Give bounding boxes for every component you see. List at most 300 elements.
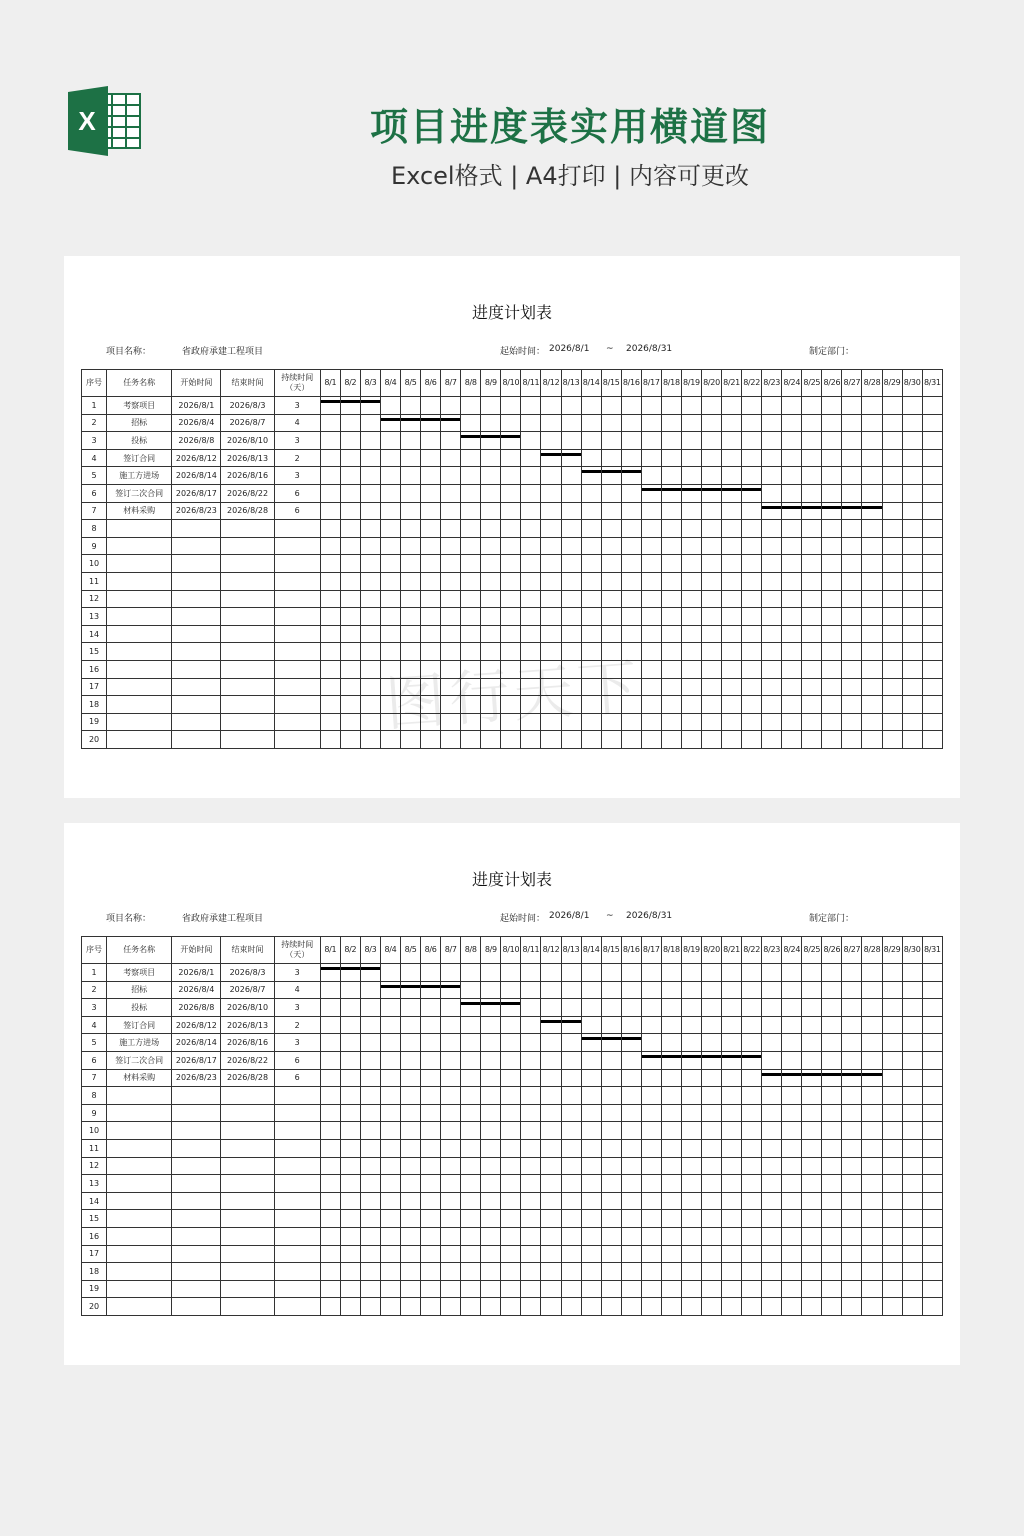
gantt-cell[interactable] xyxy=(822,432,842,450)
gantt-cell[interactable] xyxy=(601,1227,621,1245)
gantt-cell[interactable] xyxy=(762,1087,782,1105)
gantt-cell[interactable] xyxy=(561,625,581,643)
gantt-cell[interactable] xyxy=(681,432,701,450)
gantt-cell[interactable] xyxy=(641,1245,661,1263)
gantt-cell[interactable] xyxy=(902,1051,922,1069)
gantt-cell[interactable] xyxy=(742,1034,762,1052)
gantt-cell[interactable] xyxy=(822,964,842,982)
gantt-bar-segment[interactable] xyxy=(421,414,441,432)
gantt-cell[interactable] xyxy=(541,1087,561,1105)
gantt-cell[interactable] xyxy=(521,1227,541,1245)
gantt-cell[interactable] xyxy=(380,1122,400,1140)
gantt-cell[interactable] xyxy=(701,1245,721,1263)
gantt-cell[interactable] xyxy=(822,590,842,608)
gantt-cell[interactable] xyxy=(501,1087,521,1105)
gantt-cell[interactable] xyxy=(782,1280,802,1298)
gantt-cell[interactable] xyxy=(581,1192,601,1210)
task-end[interactable]: 2026/8/22 xyxy=(221,1051,274,1069)
gantt-cell[interactable] xyxy=(401,1298,421,1316)
gantt-cell[interactable] xyxy=(621,1280,641,1298)
gantt-cell[interactable] xyxy=(360,1157,380,1175)
gantt-cell[interactable] xyxy=(461,467,481,485)
gantt-cell[interactable] xyxy=(842,1245,862,1263)
gantt-cell[interactable] xyxy=(380,1280,400,1298)
gantt-cell[interactable] xyxy=(742,1087,762,1105)
gantt-cell[interactable] xyxy=(661,502,681,520)
task-duration[interactable]: 6 xyxy=(274,502,320,520)
gantt-cell[interactable] xyxy=(421,625,441,643)
gantt-cell[interactable] xyxy=(842,964,862,982)
gantt-cell[interactable] xyxy=(862,467,882,485)
gantt-cell[interactable] xyxy=(882,964,902,982)
gantt-cell[interactable] xyxy=(401,964,421,982)
task-field[interactable] xyxy=(107,608,172,626)
gantt-cell[interactable] xyxy=(461,397,481,415)
gantt-cell[interactable] xyxy=(742,964,762,982)
gantt-cell[interactable] xyxy=(481,590,501,608)
gantt-cell[interactable] xyxy=(320,537,340,555)
gantt-cell[interactable] xyxy=(722,625,742,643)
gantt-cell[interactable] xyxy=(782,696,802,714)
gantt-cell[interactable] xyxy=(902,1263,922,1281)
gantt-cell[interactable] xyxy=(802,484,822,502)
gantt-cell[interactable] xyxy=(521,1139,541,1157)
gantt-cell[interactable] xyxy=(842,537,862,555)
task-name[interactable]: 签订合同 xyxy=(107,449,172,467)
gantt-bar-segment[interactable] xyxy=(681,1051,701,1069)
gantt-cell[interactable] xyxy=(360,572,380,590)
gantt-cell[interactable] xyxy=(742,731,762,749)
gantt-cell[interactable] xyxy=(360,1139,380,1157)
gantt-cell[interactable] xyxy=(601,1087,621,1105)
gantt-bar-segment[interactable] xyxy=(601,1034,621,1052)
gantt-bar-segment[interactable] xyxy=(441,414,461,432)
gantt-bar-segment[interactable] xyxy=(541,449,561,467)
gantt-cell[interactable] xyxy=(782,467,802,485)
gantt-cell[interactable] xyxy=(802,1034,822,1052)
gantt-cell[interactable] xyxy=(360,555,380,573)
task-field[interactable] xyxy=(221,1245,274,1263)
gantt-cell[interactable] xyxy=(802,1192,822,1210)
gantt-cell[interactable] xyxy=(621,537,641,555)
task-field[interactable] xyxy=(107,1087,172,1105)
task-start[interactable]: 2026/8/14 xyxy=(172,1034,221,1052)
gantt-cell[interactable] xyxy=(842,713,862,731)
gantt-cell[interactable] xyxy=(701,502,721,520)
task-field[interactable] xyxy=(221,1227,274,1245)
gantt-cell[interactable] xyxy=(681,1263,701,1281)
gantt-cell[interactable] xyxy=(641,502,661,520)
gantt-cell[interactable] xyxy=(902,1087,922,1105)
gantt-cell[interactable] xyxy=(922,414,942,432)
gantt-bar-segment[interactable] xyxy=(822,502,842,520)
gantt-bar-segment[interactable] xyxy=(722,1051,742,1069)
gantt-cell[interactable] xyxy=(501,397,521,415)
gantt-bar-segment[interactable] xyxy=(782,502,802,520)
task-field[interactable] xyxy=(107,678,172,696)
gantt-bar-segment[interactable] xyxy=(762,502,782,520)
gantt-cell[interactable] xyxy=(661,1245,681,1263)
task-field[interactable] xyxy=(172,572,221,590)
gantt-cell[interactable] xyxy=(842,467,862,485)
gantt-cell[interactable] xyxy=(902,964,922,982)
gantt-cell[interactable] xyxy=(882,1122,902,1140)
gantt-cell[interactable] xyxy=(742,713,762,731)
gantt-cell[interactable] xyxy=(481,1069,501,1087)
gantt-cell[interactable] xyxy=(822,467,842,485)
gantt-cell[interactable] xyxy=(601,590,621,608)
gantt-cell[interactable] xyxy=(340,1051,360,1069)
gantt-cell[interactable] xyxy=(601,484,621,502)
gantt-cell[interactable] xyxy=(902,502,922,520)
gantt-cell[interactable] xyxy=(782,397,802,415)
task-seq[interactable]: 10 xyxy=(82,555,107,573)
gantt-cell[interactable] xyxy=(581,432,601,450)
gantt-cell[interactable] xyxy=(802,1263,822,1281)
gantt-cell[interactable] xyxy=(360,1122,380,1140)
gantt-cell[interactable] xyxy=(541,484,561,502)
task-seq[interactable]: 1 xyxy=(82,964,107,982)
gantt-cell[interactable] xyxy=(501,467,521,485)
gantt-cell[interactable] xyxy=(701,572,721,590)
task-duration[interactable]: 3 xyxy=(274,397,320,415)
gantt-cell[interactable] xyxy=(360,643,380,661)
gantt-cell[interactable] xyxy=(661,678,681,696)
gantt-cell[interactable] xyxy=(822,981,842,999)
gantt-bar-segment[interactable] xyxy=(782,1069,802,1087)
gantt-cell[interactable] xyxy=(762,1051,782,1069)
gantt-cell[interactable] xyxy=(461,1069,481,1087)
gantt-cell[interactable] xyxy=(742,520,762,538)
gantt-cell[interactable] xyxy=(521,731,541,749)
gantt-cell[interactable] xyxy=(501,1034,521,1052)
gantt-bar-segment[interactable] xyxy=(701,1051,721,1069)
gantt-bar-segment[interactable] xyxy=(421,981,441,999)
gantt-cell[interactable] xyxy=(822,572,842,590)
gantt-cell[interactable] xyxy=(641,1122,661,1140)
task-seq[interactable]: 4 xyxy=(82,449,107,467)
gantt-cell[interactable] xyxy=(701,731,721,749)
gantt-cell[interactable] xyxy=(581,1051,601,1069)
gantt-cell[interactable] xyxy=(320,1280,340,1298)
gantt-cell[interactable] xyxy=(902,467,922,485)
gantt-cell[interactable] xyxy=(882,397,902,415)
gantt-cell[interactable] xyxy=(501,1016,521,1034)
task-field[interactable] xyxy=(172,660,221,678)
gantt-cell[interactable] xyxy=(401,502,421,520)
gantt-cell[interactable] xyxy=(621,520,641,538)
gantt-cell[interactable] xyxy=(380,964,400,982)
task-field[interactable] xyxy=(221,1157,274,1175)
gantt-cell[interactable] xyxy=(661,1087,681,1105)
task-field[interactable] xyxy=(107,555,172,573)
gantt-cell[interactable] xyxy=(862,1245,882,1263)
task-field[interactable] xyxy=(274,572,320,590)
gantt-cell[interactable] xyxy=(842,1122,862,1140)
gantt-cell[interactable] xyxy=(742,1298,762,1316)
gantt-cell[interactable] xyxy=(561,1069,581,1087)
gantt-cell[interactable] xyxy=(742,414,762,432)
gantt-cell[interactable] xyxy=(581,537,601,555)
task-seq[interactable]: 6 xyxy=(82,484,107,502)
task-end[interactable]: 2026/8/7 xyxy=(221,414,274,432)
gantt-cell[interactable] xyxy=(922,572,942,590)
gantt-bar-segment[interactable] xyxy=(862,502,882,520)
task-seq[interactable]: 8 xyxy=(82,1087,107,1105)
gantt-cell[interactable] xyxy=(862,555,882,573)
gantt-cell[interactable] xyxy=(882,643,902,661)
gantt-cell[interactable] xyxy=(802,1122,822,1140)
gantt-cell[interactable] xyxy=(581,981,601,999)
gantt-cell[interactable] xyxy=(722,1175,742,1193)
gantt-cell[interactable] xyxy=(581,731,601,749)
gantt-cell[interactable] xyxy=(581,1104,601,1122)
gantt-cell[interactable] xyxy=(641,643,661,661)
task-field[interactable] xyxy=(221,1139,274,1157)
gantt-cell[interactable] xyxy=(621,981,641,999)
gantt-cell[interactable] xyxy=(661,520,681,538)
gantt-cell[interactable] xyxy=(501,502,521,520)
gantt-cell[interactable] xyxy=(581,1245,601,1263)
gantt-cell[interactable] xyxy=(701,432,721,450)
gantt-cell[interactable] xyxy=(722,1069,742,1087)
gantt-cell[interactable] xyxy=(461,625,481,643)
gantt-cell[interactable] xyxy=(722,1192,742,1210)
gantt-cell[interactable] xyxy=(501,1051,521,1069)
gantt-cell[interactable] xyxy=(541,1104,561,1122)
gantt-cell[interactable] xyxy=(461,537,481,555)
gantt-cell[interactable] xyxy=(541,1245,561,1263)
gantt-cell[interactable] xyxy=(862,449,882,467)
task-seq[interactable]: 13 xyxy=(82,1175,107,1193)
gantt-cell[interactable] xyxy=(822,1122,842,1140)
gantt-cell[interactable] xyxy=(581,590,601,608)
gantt-cell[interactable] xyxy=(581,484,601,502)
gantt-cell[interactable] xyxy=(862,1104,882,1122)
gantt-cell[interactable] xyxy=(882,1034,902,1052)
gantt-cell[interactable] xyxy=(340,432,360,450)
gantt-cell[interactable] xyxy=(661,1139,681,1157)
gantt-cell[interactable] xyxy=(722,1298,742,1316)
task-field[interactable] xyxy=(221,1175,274,1193)
gantt-cell[interactable] xyxy=(481,608,501,626)
gantt-cell[interactable] xyxy=(782,643,802,661)
gantt-cell[interactable] xyxy=(802,1157,822,1175)
task-field[interactable] xyxy=(107,520,172,538)
gantt-bar-segment[interactable] xyxy=(360,964,380,982)
gantt-cell[interactable] xyxy=(681,1192,701,1210)
gantt-cell[interactable] xyxy=(902,1157,922,1175)
gantt-cell[interactable] xyxy=(681,520,701,538)
gantt-cell[interactable] xyxy=(782,1263,802,1281)
gantt-cell[interactable] xyxy=(561,1034,581,1052)
gantt-bar-segment[interactable] xyxy=(621,1034,641,1052)
gantt-cell[interactable] xyxy=(521,964,541,982)
gantt-cell[interactable] xyxy=(380,449,400,467)
gantt-cell[interactable] xyxy=(621,1104,641,1122)
gantt-cell[interactable] xyxy=(701,590,721,608)
gantt-cell[interactable] xyxy=(340,1104,360,1122)
gantt-cell[interactable] xyxy=(501,964,521,982)
gantt-bar-segment[interactable] xyxy=(641,1051,661,1069)
gantt-cell[interactable] xyxy=(762,999,782,1017)
gantt-cell[interactable] xyxy=(581,964,601,982)
gantt-cell[interactable] xyxy=(681,1139,701,1157)
gantt-cell[interactable] xyxy=(782,678,802,696)
gantt-cell[interactable] xyxy=(521,520,541,538)
gantt-cell[interactable] xyxy=(882,1069,902,1087)
gantt-cell[interactable] xyxy=(922,731,942,749)
gantt-cell[interactable] xyxy=(360,502,380,520)
gantt-bar-segment[interactable] xyxy=(742,484,762,502)
gantt-cell[interactable] xyxy=(822,1298,842,1316)
gantt-cell[interactable] xyxy=(782,1245,802,1263)
gantt-cell[interactable] xyxy=(641,696,661,714)
gantt-cell[interactable] xyxy=(380,1263,400,1281)
gantt-cell[interactable] xyxy=(641,590,661,608)
task-duration[interactable]: 4 xyxy=(274,414,320,432)
gantt-cell[interactable] xyxy=(581,449,601,467)
gantt-cell[interactable] xyxy=(722,964,742,982)
task-field[interactable] xyxy=(172,696,221,714)
gantt-cell[interactable] xyxy=(862,999,882,1017)
gantt-cell[interactable] xyxy=(842,1087,862,1105)
gantt-cell[interactable] xyxy=(762,713,782,731)
task-seq[interactable]: 12 xyxy=(82,590,107,608)
gantt-cell[interactable] xyxy=(902,1210,922,1228)
gantt-cell[interactable] xyxy=(822,643,842,661)
gantt-cell[interactable] xyxy=(762,484,782,502)
gantt-cell[interactable] xyxy=(360,1087,380,1105)
gantt-cell[interactable] xyxy=(380,1016,400,1034)
gantt-cell[interactable] xyxy=(782,1104,802,1122)
task-field[interactable] xyxy=(274,625,320,643)
task-seq[interactable]: 3 xyxy=(82,432,107,450)
gantt-cell[interactable] xyxy=(922,1175,942,1193)
gantt-cell[interactable] xyxy=(441,1157,461,1175)
task-seq[interactable]: 10 xyxy=(82,1122,107,1140)
gantt-cell[interactable] xyxy=(902,1245,922,1263)
gantt-cell[interactable] xyxy=(481,981,501,999)
gantt-cell[interactable] xyxy=(581,1122,601,1140)
gantt-cell[interactable] xyxy=(481,537,501,555)
gantt-cell[interactable] xyxy=(762,1034,782,1052)
gantt-cell[interactable] xyxy=(621,1016,641,1034)
gantt-cell[interactable] xyxy=(902,572,922,590)
gantt-cell[interactable] xyxy=(902,660,922,678)
gantt-cell[interactable] xyxy=(340,625,360,643)
gantt-cell[interactable] xyxy=(701,713,721,731)
gantt-cell[interactable] xyxy=(902,1227,922,1245)
gantt-cell[interactable] xyxy=(621,414,641,432)
gantt-cell[interactable] xyxy=(320,1245,340,1263)
gantt-cell[interactable] xyxy=(701,1016,721,1034)
gantt-bar-segment[interactable] xyxy=(501,999,521,1017)
gantt-cell[interactable] xyxy=(882,414,902,432)
gantt-cell[interactable] xyxy=(701,964,721,982)
task-seq[interactable]: 2 xyxy=(82,414,107,432)
gantt-cell[interactable] xyxy=(380,1298,400,1316)
gantt-cell[interactable] xyxy=(421,1087,441,1105)
gantt-cell[interactable] xyxy=(601,1069,621,1087)
gantt-cell[interactable] xyxy=(320,467,340,485)
gantt-cell[interactable] xyxy=(561,1245,581,1263)
gantt-cell[interactable] xyxy=(501,555,521,573)
gantt-cell[interactable] xyxy=(340,1245,360,1263)
gantt-cell[interactable] xyxy=(380,502,400,520)
gantt-cell[interactable] xyxy=(521,397,541,415)
gantt-cell[interactable] xyxy=(661,1104,681,1122)
task-seq[interactable]: 9 xyxy=(82,537,107,555)
gantt-bar-segment[interactable] xyxy=(701,484,721,502)
gantt-cell[interactable] xyxy=(621,1263,641,1281)
gantt-cell[interactable] xyxy=(401,1051,421,1069)
gantt-cell[interactable] xyxy=(722,590,742,608)
task-field[interactable] xyxy=(107,643,172,661)
gantt-cell[interactable] xyxy=(922,713,942,731)
gantt-cell[interactable] xyxy=(601,1245,621,1263)
gantt-cell[interactable] xyxy=(661,555,681,573)
task-field[interactable] xyxy=(274,1087,320,1105)
task-field[interactable] xyxy=(221,1280,274,1298)
gantt-cell[interactable] xyxy=(401,1087,421,1105)
gantt-cell[interactable] xyxy=(521,625,541,643)
gantt-cell[interactable] xyxy=(722,1157,742,1175)
gantt-cell[interactable] xyxy=(621,1069,641,1087)
task-name[interactable]: 投标 xyxy=(107,999,172,1017)
gantt-cell[interactable] xyxy=(922,555,942,573)
task-seq[interactable]: 16 xyxy=(82,1227,107,1245)
gantt-cell[interactable] xyxy=(360,678,380,696)
gantt-cell[interactable] xyxy=(882,1175,902,1193)
task-field[interactable] xyxy=(107,1298,172,1316)
gantt-cell[interactable] xyxy=(380,1104,400,1122)
gantt-cell[interactable] xyxy=(882,1157,902,1175)
gantt-cell[interactable] xyxy=(541,1122,561,1140)
gantt-cell[interactable] xyxy=(621,555,641,573)
gantt-cell[interactable] xyxy=(661,713,681,731)
gantt-cell[interactable] xyxy=(601,1175,621,1193)
task-field[interactable] xyxy=(172,1104,221,1122)
gantt-bar-segment[interactable] xyxy=(461,432,481,450)
gantt-cell[interactable] xyxy=(681,608,701,626)
gantt-cell[interactable] xyxy=(320,555,340,573)
gantt-cell[interactable] xyxy=(441,964,461,982)
gantt-cell[interactable] xyxy=(380,432,400,450)
task-field[interactable] xyxy=(107,660,172,678)
gantt-cell[interactable] xyxy=(360,660,380,678)
gantt-cell[interactable] xyxy=(380,608,400,626)
gantt-cell[interactable] xyxy=(681,1298,701,1316)
gantt-cell[interactable] xyxy=(601,999,621,1017)
task-field[interactable] xyxy=(274,1245,320,1263)
gantt-cell[interactable] xyxy=(862,660,882,678)
task-seq[interactable]: 15 xyxy=(82,643,107,661)
gantt-cell[interactable] xyxy=(401,520,421,538)
gantt-cell[interactable] xyxy=(641,1034,661,1052)
gantt-cell[interactable] xyxy=(862,713,882,731)
gantt-cell[interactable] xyxy=(641,414,661,432)
gantt-cell[interactable] xyxy=(701,449,721,467)
gantt-cell[interactable] xyxy=(862,1139,882,1157)
gantt-cell[interactable] xyxy=(641,999,661,1017)
gantt-cell[interactable] xyxy=(661,414,681,432)
gantt-cell[interactable] xyxy=(882,572,902,590)
gantt-cell[interactable] xyxy=(621,731,641,749)
gantt-cell[interactable] xyxy=(641,537,661,555)
gantt-cell[interactable] xyxy=(401,1210,421,1228)
gantt-cell[interactable] xyxy=(902,537,922,555)
